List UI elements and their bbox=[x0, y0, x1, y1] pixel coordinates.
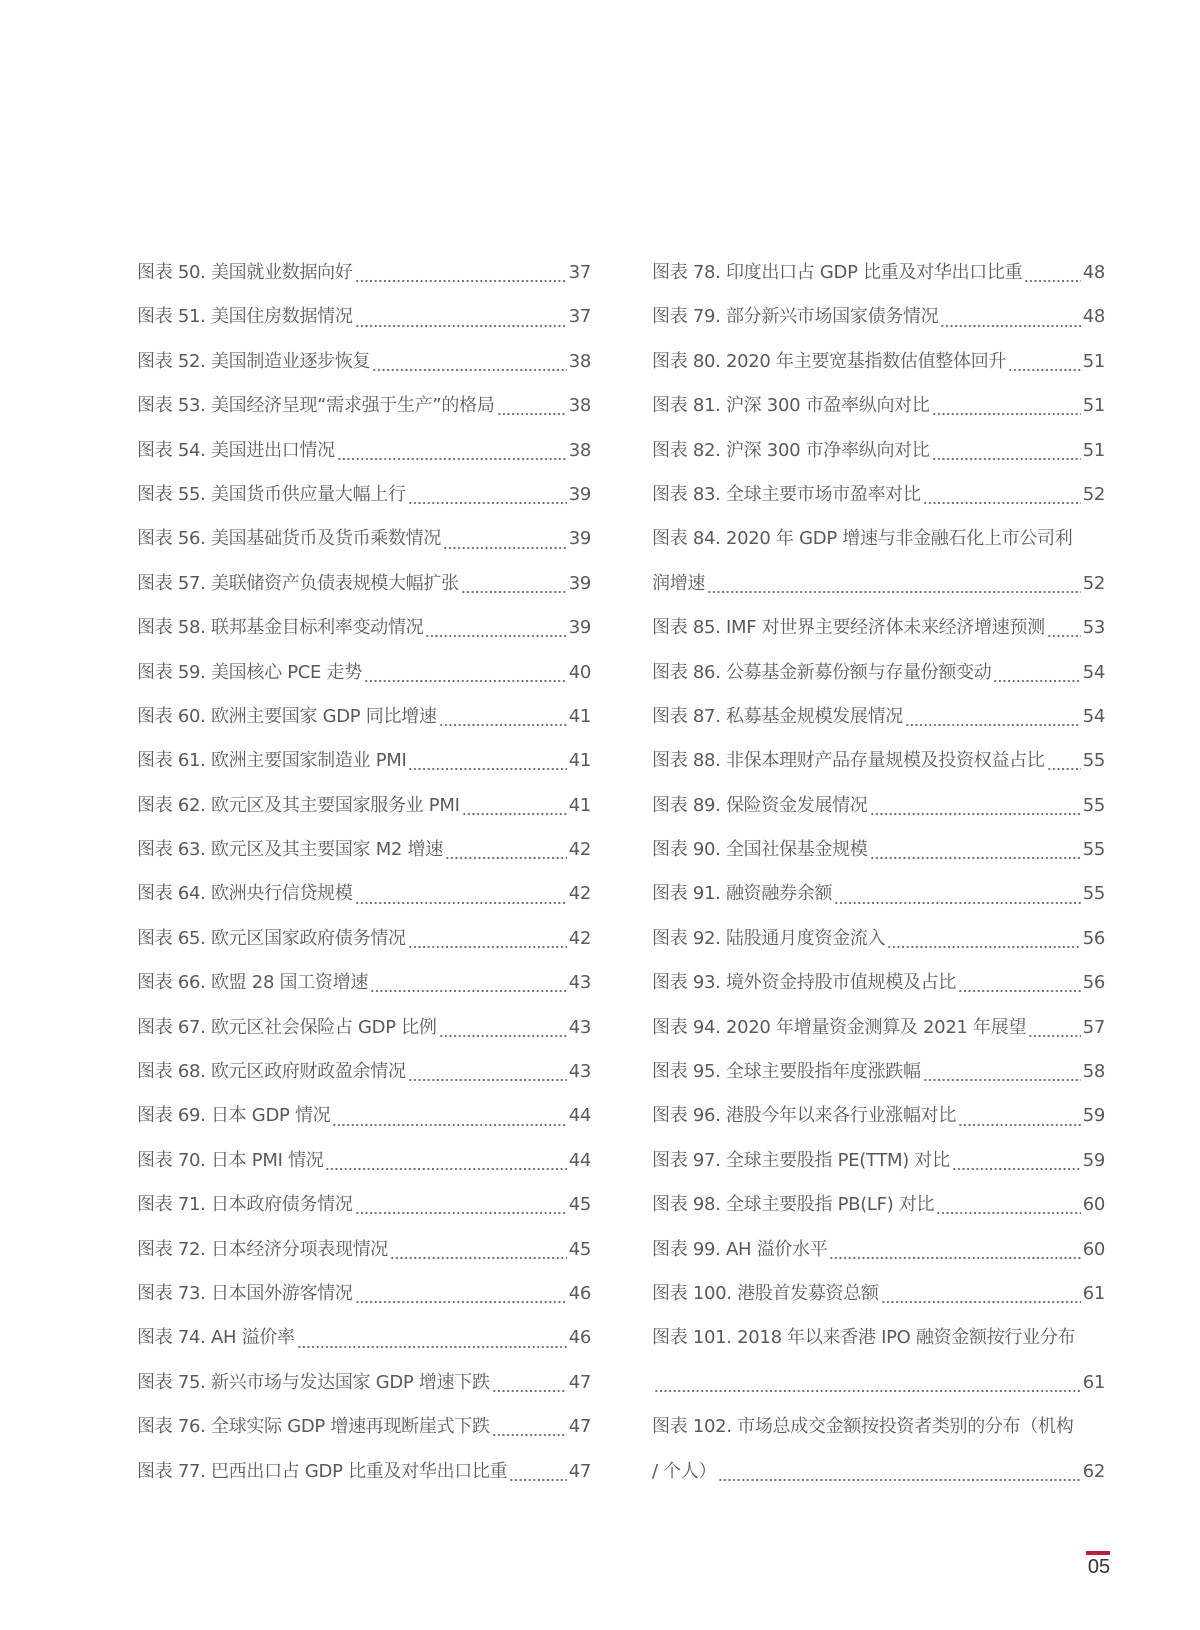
dot-leader bbox=[325, 1163, 566, 1171]
toc-entry-label: 图表 100. 港股首发募资总额 bbox=[652, 1282, 879, 1304]
toc-entry[interactable] bbox=[652, 1094, 1105, 1138]
toc-entry[interactable] bbox=[137, 1272, 591, 1316]
toc-entry[interactable] bbox=[137, 917, 591, 961]
toc-entry-label: 图表 93. 境外资金持股市值规模及占比 bbox=[652, 972, 957, 994]
toc-entry-label: 图表 52. 美国制造业逐步恢复 bbox=[137, 350, 371, 372]
toc-entry[interactable] bbox=[137, 784, 591, 828]
toc-entry-page-number: 41 bbox=[568, 705, 591, 727]
toc-entry-label: 图表 56. 美国基础货币及货币乘数情况 bbox=[137, 528, 442, 550]
toc-entry-page-number: 44 bbox=[568, 1105, 591, 1127]
toc-entry[interactable] bbox=[137, 1183, 591, 1227]
toc-entry-page-number: 61 bbox=[1082, 1282, 1105, 1304]
toc-entry[interactable] bbox=[652, 340, 1105, 384]
dot-leader bbox=[461, 586, 567, 594]
toc-entry[interactable] bbox=[137, 1094, 591, 1138]
toc-entry[interactable] bbox=[652, 961, 1105, 1005]
toc-entry-label: 图表 92. 陆股通月度资金流入 bbox=[652, 927, 886, 949]
toc-entry-page-number: 62 bbox=[1082, 1460, 1105, 1482]
toc-entry-label: 图表 63. 欧元区及其主要国家 M2 增速 bbox=[137, 839, 443, 861]
toc-left-column bbox=[137, 251, 591, 1494]
toc-entry[interactable] bbox=[137, 384, 591, 428]
toc-entry-label: 图表 89. 保险资金发展情况 bbox=[652, 794, 868, 816]
toc-entry[interactable] bbox=[652, 606, 1105, 650]
toc-entry[interactable] bbox=[137, 606, 591, 650]
toc-entry-page-number: 47 bbox=[568, 1460, 591, 1482]
dot-leader bbox=[372, 364, 566, 372]
toc-entry-page-number: 43 bbox=[568, 972, 591, 994]
toc-entry-label: 图表 60. 欧洲主要国家 GDP 同比增速 bbox=[137, 705, 437, 727]
toc-entry[interactable] bbox=[652, 828, 1105, 872]
dot-leader bbox=[940, 320, 1080, 328]
toc-entry-page-number: 42 bbox=[568, 839, 591, 861]
dot-leader bbox=[337, 453, 567, 461]
dot-leader bbox=[1028, 1030, 1081, 1038]
toc-right-column bbox=[652, 251, 1105, 1494]
dot-leader bbox=[439, 719, 567, 727]
dot-leader bbox=[881, 1296, 1081, 1304]
toc-entry[interactable] bbox=[137, 517, 591, 561]
toc-entry-page-number: 54 bbox=[1082, 661, 1105, 683]
dot-leader bbox=[445, 852, 567, 860]
toc-entry-label: 图表 71. 日本政府债务情况 bbox=[137, 1194, 353, 1216]
toc-entry-page-number: 54 bbox=[1082, 705, 1105, 727]
toc-entry[interactable] bbox=[652, 1228, 1105, 1272]
page-number-accent-bar bbox=[1086, 1551, 1110, 1555]
toc-entry-page-number: 48 bbox=[1082, 262, 1105, 283]
toc-entry-page-number: 60 bbox=[1082, 1194, 1105, 1216]
toc-entry[interactable] bbox=[137, 429, 591, 473]
toc-entry[interactable] bbox=[137, 961, 591, 1005]
toc-entry-page-number: 51 bbox=[1082, 350, 1105, 372]
toc-entry-page-number: 57 bbox=[1082, 1016, 1105, 1038]
toc-entry-page-number: 51 bbox=[1082, 439, 1105, 461]
dot-leader bbox=[509, 1474, 566, 1482]
toc-entry[interactable] bbox=[652, 784, 1105, 828]
toc-entry-page-number: 59 bbox=[1082, 1105, 1105, 1127]
toc-entry-page-number: 37 bbox=[568, 262, 591, 283]
toc-entry[interactable] bbox=[137, 1006, 591, 1050]
toc-entry-page-number: 42 bbox=[568, 927, 591, 949]
toc-entry-label: 图表 77. 巴西出口占 GDP 比重及对华出口比重 bbox=[137, 1460, 508, 1482]
toc-entry-label: 图表 57. 美联储资产负债表规模大幅扩张 bbox=[137, 572, 459, 594]
toc-entry[interactable] bbox=[137, 1139, 591, 1183]
toc-entry-page-number: 42 bbox=[568, 883, 591, 905]
dot-leader bbox=[870, 808, 1081, 816]
toc-entry-label: 图表 53. 美国经济呈现“需求强于生产”的格局 bbox=[137, 395, 495, 417]
toc-entry[interactable] bbox=[652, 384, 1105, 428]
toc-entry-label: 图表 78. 印度出口占 GDP 比重及对华出口比重 bbox=[652, 262, 1023, 283]
dot-leader bbox=[492, 1385, 567, 1393]
toc-entry-page-number: 38 bbox=[568, 350, 591, 372]
toc-entry-page-number: 51 bbox=[1082, 395, 1105, 417]
toc-entry-label: 图表 81. 沪深 300 市盈率纵向对比 bbox=[652, 395, 930, 417]
dot-leader bbox=[492, 1429, 567, 1437]
toc-entry-label: 图表 90. 全国社保基金规模 bbox=[652, 839, 868, 861]
dot-leader bbox=[1008, 364, 1081, 372]
toc-entry[interactable] bbox=[652, 473, 1105, 517]
toc-entry-page-number: 43 bbox=[568, 1016, 591, 1038]
toc-entry-label: 图表 59. 美国核心 PCE 走势 bbox=[137, 661, 362, 683]
toc-entry[interactable] bbox=[652, 1450, 1105, 1494]
dot-leader bbox=[1024, 275, 1080, 283]
toc-entry-label: 图表 80. 2020 年主要宽基指数估值整体回升 bbox=[652, 350, 1007, 372]
toc-entry-label: 图表 50. 美国就业数据向好 bbox=[137, 262, 353, 283]
dot-leader bbox=[297, 1341, 567, 1349]
toc-entry[interactable] bbox=[652, 1272, 1105, 1316]
dot-leader bbox=[718, 1474, 1080, 1482]
toc-entry-label: 图表 58. 联邦基金目标利率变动情况 bbox=[137, 617, 424, 639]
dot-leader bbox=[887, 941, 1080, 949]
toc-entry[interactable] bbox=[137, 695, 591, 739]
toc-entry[interactable] bbox=[137, 1050, 591, 1094]
toc-entry-page-number: 43 bbox=[568, 1061, 591, 1083]
dot-leader bbox=[905, 719, 1081, 727]
dot-leader bbox=[1047, 763, 1081, 771]
toc-entry-label: 图表 67. 欧元区社会保险占 GDP 比例 bbox=[137, 1016, 437, 1038]
toc-entry-first-line[interactable] bbox=[652, 1405, 1105, 1449]
toc-entry-label: 图表 55. 美国货币供应量大幅上行 bbox=[137, 483, 406, 505]
toc-entry-page-number: 38 bbox=[568, 395, 591, 417]
toc-entry-label: 图表 62. 欧元区及其主要国家服务业 PMI bbox=[137, 794, 460, 816]
toc-entry-page-number: 41 bbox=[568, 794, 591, 816]
toc-entry-page-number: 56 bbox=[1082, 927, 1105, 949]
toc-entry[interactable] bbox=[137, 251, 591, 295]
dot-leader bbox=[923, 497, 1081, 505]
toc-entry-label: 图表 70. 日本 PMI 情况 bbox=[137, 1149, 324, 1171]
toc-entry[interactable] bbox=[652, 651, 1105, 695]
toc-entry-label: 润增速 bbox=[652, 572, 706, 594]
toc-entry[interactable] bbox=[652, 917, 1105, 961]
toc-entry[interactable] bbox=[137, 872, 591, 916]
dot-leader bbox=[923, 1074, 1081, 1082]
dot-leader bbox=[364, 675, 567, 683]
toc-entry-label: 图表 82. 沪深 300 市净率纵向对比 bbox=[652, 439, 930, 461]
toc-entry-label: 图表 72. 日本经济分项表现情况 bbox=[137, 1238, 388, 1260]
toc-entry-label: 图表 54. 美国进出口情况 bbox=[137, 439, 335, 461]
toc-entry-label: 图表 74. AH 溢价率 bbox=[137, 1327, 295, 1349]
dot-leader bbox=[408, 941, 567, 949]
dot-leader bbox=[355, 275, 567, 283]
toc-entry-page-number: 55 bbox=[1082, 883, 1105, 905]
toc-entry[interactable] bbox=[652, 739, 1105, 783]
toc-entry[interactable] bbox=[652, 562, 1105, 606]
toc-entry[interactable] bbox=[137, 340, 591, 384]
toc-entry-label: 图表 95. 全球主要股指年度涨跌幅 bbox=[652, 1061, 921, 1083]
toc-entry-label: 图表 76. 全球实际 GDP 增速再现断崖式下跌 bbox=[137, 1416, 490, 1438]
toc-entry-label: 图表 86. 公募基金新募份额与存量份额变动 bbox=[652, 661, 992, 683]
dot-leader bbox=[932, 408, 1081, 416]
dot-leader bbox=[443, 542, 567, 550]
toc-entry[interactable] bbox=[652, 1139, 1105, 1183]
toc-entry-page-number: 39 bbox=[568, 572, 591, 594]
dot-leader bbox=[370, 985, 567, 993]
dot-leader bbox=[952, 1163, 1081, 1171]
toc-entry-page-number: 41 bbox=[568, 750, 591, 772]
toc-entry[interactable] bbox=[137, 473, 591, 517]
toc-entry[interactable] bbox=[137, 1316, 591, 1360]
dot-leader bbox=[439, 1030, 567, 1038]
toc-entry-page-number: 44 bbox=[568, 1149, 591, 1171]
dot-leader bbox=[355, 897, 567, 905]
toc-entry-page-number: 61 bbox=[1082, 1371, 1105, 1393]
toc-entry[interactable] bbox=[137, 295, 591, 339]
toc-entry-page-number: 46 bbox=[568, 1327, 591, 1349]
toc-entry-page-number: 39 bbox=[568, 483, 591, 505]
toc-entry-label: 图表 85. IMF 对世界主要经济体未来经济增速预测 bbox=[652, 617, 1045, 639]
toc-entry[interactable] bbox=[137, 1228, 591, 1272]
toc-entry[interactable] bbox=[137, 1405, 591, 1449]
toc-entry[interactable] bbox=[137, 651, 591, 695]
dot-leader bbox=[408, 1074, 567, 1082]
toc-entry[interactable] bbox=[652, 1361, 1105, 1405]
toc-entry-page-number: 48 bbox=[1082, 306, 1105, 328]
toc-entry-first-line[interactable] bbox=[652, 1316, 1105, 1360]
toc-entry-label: 图表 51. 美国住房数据情况 bbox=[137, 306, 353, 328]
dot-leader bbox=[408, 763, 566, 771]
toc-entry-page-number: 55 bbox=[1082, 794, 1105, 816]
dot-leader bbox=[834, 897, 1081, 905]
dot-leader bbox=[870, 852, 1081, 860]
toc-entry[interactable] bbox=[137, 1450, 591, 1494]
toc-entry-label: 图表 84. 2020 年 GDP 增速与非金融石化上市公司利 bbox=[652, 528, 1073, 550]
toc-entry-page-number: 37 bbox=[568, 306, 591, 328]
toc-entry[interactable] bbox=[652, 429, 1105, 473]
toc-entry-label: 图表 73. 日本国外游客情况 bbox=[137, 1282, 353, 1304]
toc-entry-label: 图表 75. 新兴市场与发达国家 GDP 增速下跌 bbox=[137, 1371, 490, 1393]
dot-leader bbox=[958, 1119, 1081, 1127]
dot-leader bbox=[993, 675, 1080, 683]
toc-entry[interactable] bbox=[652, 295, 1105, 339]
toc-entry-page-number: 56 bbox=[1082, 972, 1105, 994]
dot-leader bbox=[1047, 630, 1081, 638]
toc-entry-label: 图表 96. 港股今年以来各行业涨幅对比 bbox=[652, 1105, 957, 1127]
toc-entry-first-line[interactable] bbox=[652, 517, 1105, 561]
toc-entry-label: 图表 99. AH 溢价水平 bbox=[652, 1238, 828, 1260]
toc-entry-page-number: 45 bbox=[568, 1194, 591, 1216]
toc-entry-label: 图表 102. 市场总成交金额按投资者类别的分布（机构 bbox=[652, 1416, 1074, 1438]
toc-entry[interactable] bbox=[137, 739, 591, 783]
dot-leader bbox=[332, 1119, 566, 1127]
toc-entry-page-number: 47 bbox=[568, 1416, 591, 1438]
toc-entry-page-number: 55 bbox=[1082, 839, 1105, 861]
toc-entry-page-number: 52 bbox=[1082, 572, 1105, 594]
dot-leader bbox=[408, 497, 567, 505]
dot-leader bbox=[654, 1385, 1081, 1393]
toc-entry[interactable] bbox=[652, 251, 1105, 295]
dot-leader bbox=[390, 1252, 567, 1260]
dot-leader bbox=[707, 586, 1081, 594]
toc-entry-page-number: 39 bbox=[568, 617, 591, 639]
toc-entry-page-number: 47 bbox=[568, 1371, 591, 1393]
toc-entry[interactable] bbox=[137, 562, 591, 606]
page-number: 05 bbox=[1087, 1556, 1111, 1578]
toc-entry-label: 图表 69. 日本 GDP 情况 bbox=[137, 1105, 331, 1127]
toc-entry[interactable] bbox=[652, 1050, 1105, 1094]
dot-leader bbox=[355, 1296, 567, 1304]
toc-entry-label: 图表 64. 欧洲央行信贷规模 bbox=[137, 883, 353, 905]
toc-entry[interactable] bbox=[652, 1183, 1105, 1227]
toc-entry-page-number: 53 bbox=[1082, 617, 1105, 639]
toc-entry-label: 图表 66. 欧盟 28 国工资增速 bbox=[137, 972, 369, 994]
toc-entry-label: / 个人） bbox=[652, 1460, 717, 1482]
toc-entry-label: 图表 68. 欧元区政府财政盈余情况 bbox=[137, 1061, 406, 1083]
toc-entry-page-number: 60 bbox=[1082, 1238, 1105, 1260]
toc-entry[interactable] bbox=[652, 872, 1105, 916]
toc-entry-label: 图表 79. 部分新兴市场国家债务情况 bbox=[652, 306, 939, 328]
toc-entry-page-number: 58 bbox=[1082, 1061, 1105, 1083]
toc-entry[interactable] bbox=[137, 1361, 591, 1405]
toc-entry-label: 图表 83. 全球主要市场市盈率对比 bbox=[652, 483, 921, 505]
dot-leader bbox=[958, 985, 1081, 993]
toc-entry-page-number: 52 bbox=[1082, 483, 1105, 505]
toc-entry-label: 图表 98. 全球主要股指 PB(LF) 对比 bbox=[652, 1194, 935, 1216]
toc-entry-label: 图表 88. 非保本理财产品存量规模及投资权益占比 bbox=[652, 750, 1045, 772]
toc-entry[interactable] bbox=[652, 695, 1105, 739]
toc-entry-label: 图表 94. 2020 年增量资金测算及 2021 年展望 bbox=[652, 1016, 1027, 1038]
dot-leader bbox=[932, 453, 1081, 461]
dot-leader bbox=[425, 630, 566, 638]
toc-entry-label: 图表 91. 融资融券余额 bbox=[652, 883, 833, 905]
dot-leader bbox=[936, 1207, 1080, 1215]
toc-entry-page-number: 38 bbox=[568, 439, 591, 461]
toc-entry[interactable] bbox=[137, 828, 591, 872]
dot-leader bbox=[355, 320, 567, 328]
toc-entry-page-number: 59 bbox=[1082, 1149, 1105, 1171]
dot-leader bbox=[462, 808, 567, 816]
toc-entry-page-number: 39 bbox=[568, 528, 591, 550]
toc-entry-label: 图表 65. 欧元区国家政府债务情况 bbox=[137, 927, 406, 949]
toc-entry-page-number: 55 bbox=[1082, 750, 1105, 772]
toc-entry-page-number: 46 bbox=[568, 1282, 591, 1304]
toc-entry-label: 图表 61. 欧洲主要国家制造业 PMI bbox=[137, 750, 407, 772]
toc-entry-label: 图表 101. 2018 年以来香港 IPO 融资金额按行业分布 bbox=[652, 1327, 1076, 1349]
toc-entry-label: 图表 87. 私募基金规模发展情况 bbox=[652, 705, 903, 727]
toc-entry[interactable] bbox=[652, 1006, 1105, 1050]
dot-leader bbox=[829, 1252, 1080, 1260]
toc-entry-label: 图表 97. 全球主要股指 PE(TTM) 对比 bbox=[652, 1149, 950, 1171]
toc-entry-page-number: 45 bbox=[568, 1238, 591, 1260]
dot-leader bbox=[355, 1207, 567, 1215]
dot-leader bbox=[497, 408, 567, 416]
toc-entry-page-number: 40 bbox=[568, 661, 591, 683]
